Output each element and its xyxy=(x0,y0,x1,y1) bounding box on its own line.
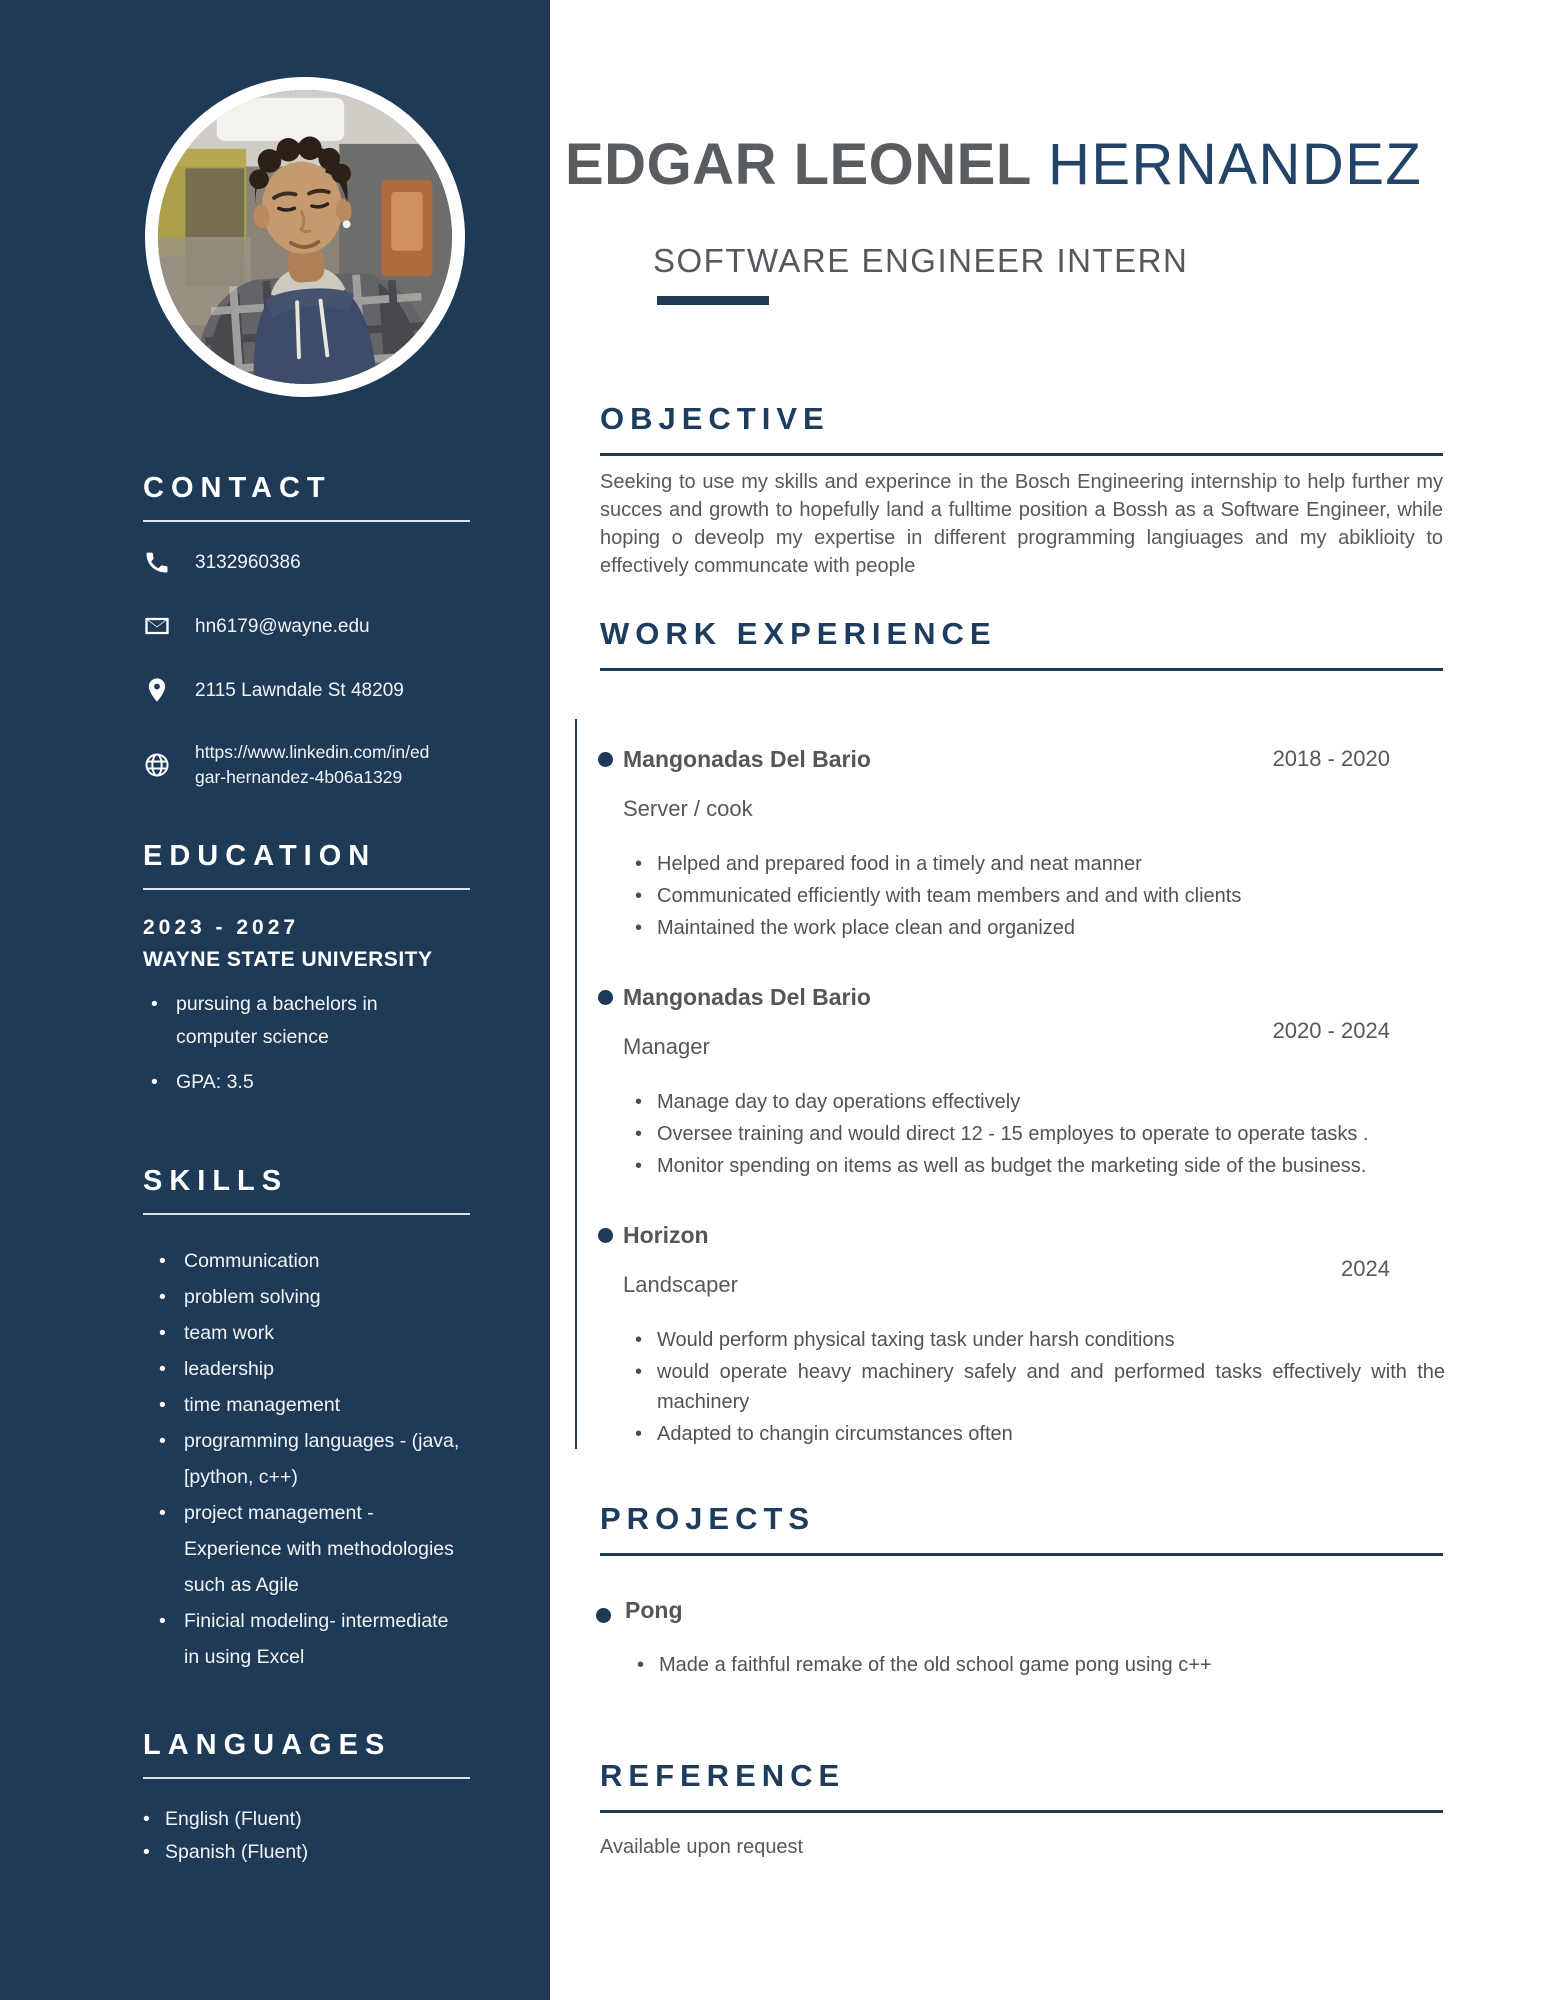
education-divider xyxy=(143,888,470,890)
education-heading: EDUCATION xyxy=(143,840,377,872)
job-role: Landscaper xyxy=(623,1272,738,1297)
work-experience-heading: WORK EXPERIENCE xyxy=(600,616,997,651)
skills-list xyxy=(143,1243,495,1675)
project-dot xyxy=(596,1608,611,1623)
job-bullet: • Would perform physical taxing task under harsh conditions xyxy=(623,1325,1445,1355)
first-name: EDGAR LEONEL xyxy=(565,132,1032,197)
skill-item: • time management xyxy=(143,1387,461,1423)
languages-heading: LANGUAGES xyxy=(143,1729,392,1761)
location-icon xyxy=(143,676,171,704)
education-years: 2023 - 2027 xyxy=(143,916,300,939)
globe-icon xyxy=(143,751,171,779)
job-bullet-list xyxy=(623,1325,1445,1449)
projects-heading: PROJECTS xyxy=(600,1501,816,1536)
street-address: 2115 Lawndale St 48209 xyxy=(195,679,404,701)
job-entry xyxy=(577,1221,1445,1449)
job-dates: 2018 - 2020 xyxy=(1272,746,1390,771)
last-name: HERNANDEZ xyxy=(1047,132,1423,197)
contact-section xyxy=(143,470,495,790)
languages-section xyxy=(143,1727,495,1869)
reference-divider xyxy=(600,1810,1443,1813)
education-item: • GPA: 3.5 xyxy=(143,1066,443,1099)
reference-text: Available upon request xyxy=(600,1836,804,1858)
job-bullet: • Oversee training and would direct 12 - 15 employes to operate to operate tasks . xyxy=(623,1119,1445,1149)
email-icon xyxy=(143,612,171,640)
timeline-dot xyxy=(598,752,613,767)
timeline-dot xyxy=(598,1228,613,1243)
projects-divider xyxy=(600,1553,1443,1556)
job-dates: 2024 xyxy=(1341,1256,1390,1281)
company-name: Mangonadas Del Bario xyxy=(623,746,871,772)
reference-section xyxy=(600,1758,1445,1861)
skill-item: • programming languages - (java, [python, c++) xyxy=(143,1423,461,1495)
language-item: • English (Fluent) xyxy=(143,1803,495,1836)
education-school: WAYNE STATE UNIVERSITY xyxy=(143,948,433,971)
contact-phone xyxy=(143,548,495,576)
contact-list xyxy=(143,548,495,790)
skill-item: • team work xyxy=(143,1315,461,1351)
phone-icon xyxy=(143,548,171,576)
job-bullet: • Adapted to changin circumstances often xyxy=(623,1419,1445,1449)
education-list xyxy=(143,988,495,1099)
linkedin-url[interactable]: https://www.linkedin.com/in/edgar-hernandez-4b06a1329 xyxy=(195,742,430,787)
skill-item: • leadership xyxy=(143,1351,461,1387)
objective-heading: OBJECTIVE xyxy=(600,401,830,436)
skills-heading: SKILLS xyxy=(143,1165,289,1197)
timeline-dot xyxy=(598,990,613,1005)
languages-list xyxy=(143,1803,495,1869)
project-bullet: • Made a faithful remake of the old school game pong using c++ xyxy=(625,1650,1445,1680)
work-experience-divider xyxy=(600,668,1443,671)
education-item: • pursuing a bachelors in computer science xyxy=(143,988,443,1054)
job-bullet: • Monitor spending on items as well as budget the marketing side of the business. xyxy=(623,1151,1445,1181)
project-entry xyxy=(600,1596,1445,1680)
contact-email xyxy=(143,612,495,640)
company-name: Horizon xyxy=(623,1222,709,1248)
job-role: Manager xyxy=(623,1034,710,1059)
skill-item: • Finicial modeling- intermediate in using Excel xyxy=(143,1603,461,1675)
contact-divider xyxy=(143,520,470,522)
company-name: Mangonadas Del Bario xyxy=(623,984,871,1010)
job-bullet: • Manage day to day operations effectively xyxy=(623,1087,1445,1117)
sidebar xyxy=(0,0,550,2000)
job-bullet: • would operate heavy machinery safely and and performed tasks effectively with the machinery xyxy=(623,1357,1445,1417)
contact-address xyxy=(143,676,495,704)
work-timeline xyxy=(575,719,1445,1449)
skills-divider xyxy=(143,1213,470,1215)
main-content xyxy=(565,0,1445,1861)
skill-item: • Communication xyxy=(143,1243,461,1279)
job-bullet: • Maintained the work place clean and organized xyxy=(623,913,1445,943)
job-role: Server / cook xyxy=(623,796,753,821)
job-title: SOFTWARE ENGINEER INTERN xyxy=(653,242,1189,279)
job-bullet-list xyxy=(623,1087,1445,1181)
contact-heading: CONTACT xyxy=(143,472,332,504)
project-bullet-list xyxy=(625,1650,1445,1680)
job-bullet-list xyxy=(623,849,1445,943)
email-address[interactable]: hn6179@wayne.edu xyxy=(195,615,370,637)
work-experience-section xyxy=(600,616,1445,1449)
title-accent-bar xyxy=(657,296,769,305)
projects-section xyxy=(600,1501,1445,1680)
languages-divider xyxy=(143,1777,470,1779)
job-entry xyxy=(577,983,1445,1181)
objective-section xyxy=(600,401,1445,580)
job-dates: 2020 - 2024 xyxy=(1272,1018,1390,1043)
project-name: Pong xyxy=(625,1597,683,1623)
objective-divider xyxy=(600,453,1443,456)
education-section xyxy=(143,838,495,1099)
contact-website xyxy=(143,740,495,790)
profile-photo xyxy=(145,77,465,397)
job-bullet: • Communicated efficiently with team members and and with clients xyxy=(623,881,1445,911)
reference-heading: REFERENCE xyxy=(600,1758,846,1793)
job-entry xyxy=(577,745,1445,943)
skill-item: • problem solving xyxy=(143,1279,461,1315)
language-item: • Spanish (Fluent) xyxy=(143,1836,495,1869)
phone-number: 3132960386 xyxy=(195,551,301,573)
candidate-name xyxy=(565,134,1445,196)
job-bullet: • Helped and prepared food in a timely and neat manner xyxy=(623,849,1445,879)
objective-text: Seeking to use my skills and experince in the Bosch Engineering internship to help further my succes and growth to hopefully land a fulltime position a Bossh as a Software Engineer, while hoping o deveolp my expertise in different programming langiuages and my abiklioity to effectively communcate with people xyxy=(600,471,1443,577)
skills-section xyxy=(143,1163,495,1675)
skill-item: • project management - Experience with methodologies such as Agile xyxy=(143,1495,461,1603)
profile-photo-illustration xyxy=(158,90,452,384)
